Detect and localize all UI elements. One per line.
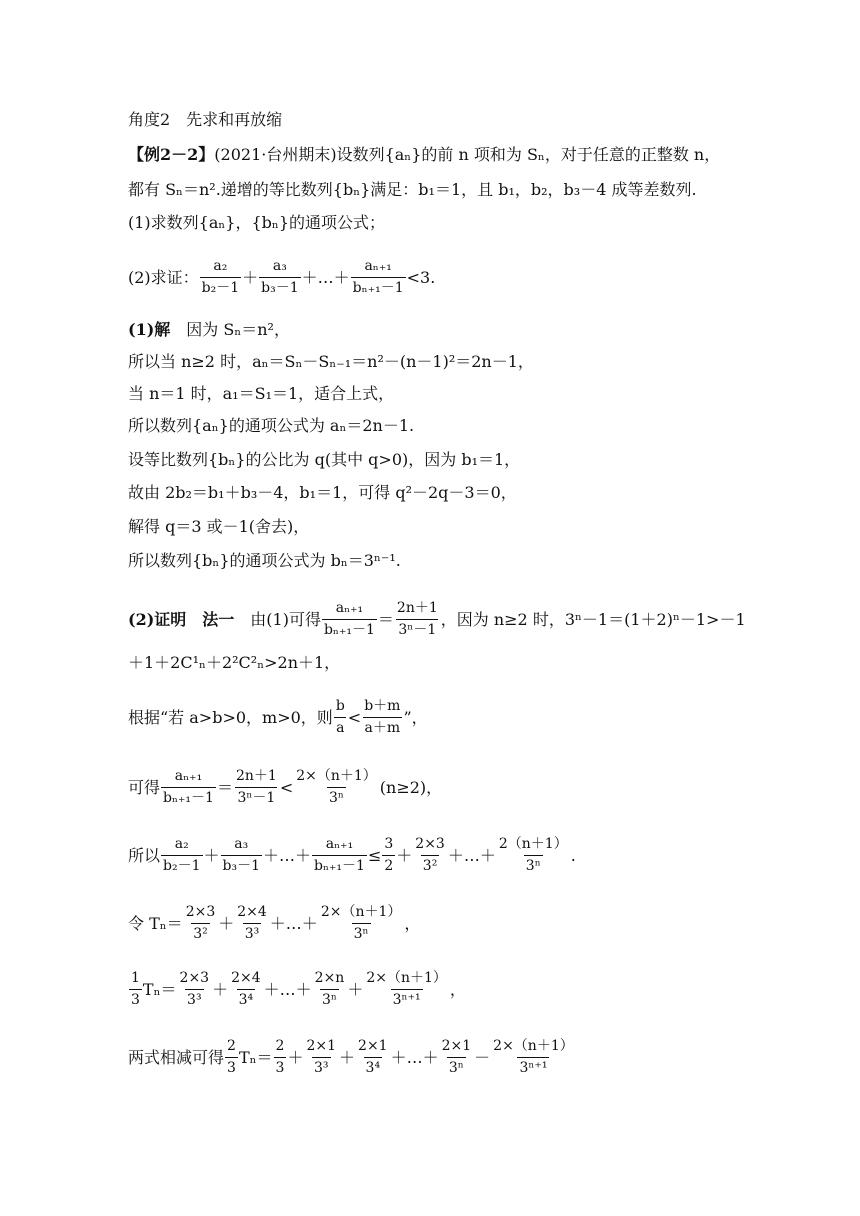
solution-text: Tₙ＝ — [142, 979, 177, 999]
operator: < — [279, 777, 294, 797]
solution1-line-3 — [128, 384, 394, 404]
fraction — [334, 698, 347, 737]
solution1-line-6 — [128, 483, 517, 503]
denominator: b₂－1 — [161, 855, 202, 875]
fraction — [294, 768, 379, 807]
part1-text: (1)求数列{aₙ}，{bₙ}的通项公式； — [128, 213, 386, 232]
solution-text: ，因为 n≥2 时，3ⁿ－1＝(1＋2)ⁿ－1>－1 — [440, 609, 746, 629]
fraction — [161, 836, 202, 875]
denominator: 3ⁿ⁺¹ — [517, 1057, 549, 1077]
solution-text: ， — [449, 979, 466, 999]
denominator: 3² — [191, 923, 210, 943]
numerator: 2×4 — [237, 904, 267, 920]
solution1-line-1 — [128, 320, 290, 340]
operator: < — [347, 707, 362, 727]
problem-part-1 — [128, 213, 385, 233]
fraction — [491, 1038, 576, 1077]
fraction — [234, 768, 279, 807]
fraction — [129, 970, 142, 1009]
numerator: 2×（n＋1） — [320, 904, 402, 920]
solution1-line-2 — [128, 352, 534, 372]
numerator: 2n＋1 — [235, 768, 277, 784]
solution-text: 所以当 n≥2 时，aₙ＝Sₙ－Sₙ₋₁＝n²－(n－1)²＝2n－1， — [128, 352, 534, 371]
denominator: 3² — [421, 855, 440, 875]
operator: ＋ — [287, 1047, 304, 1067]
problem-text-2: 都有 Sₙ＝n².递增的等比数列{bₙ}满足：b₁＝1，且 b₁，b₂，b₃－4 成等差数列. — [128, 180, 697, 199]
numerator: a₃ — [234, 836, 249, 852]
fraction — [382, 836, 395, 875]
solution-text: ， — [404, 913, 421, 933]
denominator: 3ⁿ — [352, 923, 371, 943]
operator: ＋…＋ — [269, 913, 318, 933]
denominator: 3³ — [312, 1057, 331, 1077]
numerator: a₂ — [174, 836, 189, 852]
part2-suffix: <3. — [406, 267, 436, 287]
numerator: aₙ₊₁ — [325, 836, 354, 852]
fraction — [225, 1038, 238, 1077]
solution-text: 所以数列{bₙ}的通项公式为 bₙ＝3ⁿ⁻¹. — [128, 551, 401, 570]
denominator: bₙ₊₁－1 — [351, 277, 406, 297]
solution-text: 解得 q＝3 或－1(舍去)， — [128, 517, 310, 536]
solution-text: . — [570, 845, 576, 865]
solution-text: 可得 — [128, 777, 161, 797]
denominator: 3ⁿ — [327, 787, 346, 807]
numerator: 2×n — [314, 970, 345, 986]
numerator: aₙ₊₁ — [174, 768, 203, 784]
problem-line-2 — [128, 180, 697, 200]
denominator: 3³ — [243, 923, 262, 943]
solution-text: 令 Tₙ＝ — [128, 913, 183, 933]
denominator: bₙ₊₁－1 — [322, 619, 377, 639]
problem-part-2 — [128, 258, 435, 297]
denominator: 3⁴ — [364, 1057, 383, 1077]
denominator: bₙ₊₁－1 — [312, 855, 367, 875]
solution-text: 所以 — [128, 845, 161, 865]
numerator: 2×（n＋1） — [366, 970, 447, 986]
denominator: a＋m — [363, 717, 403, 737]
denominator: 3 — [129, 989, 142, 1009]
solution-text: ＋1＋2C¹ₙ＋2²C²ₙ>2n＋1， — [128, 653, 341, 672]
operator: ＋ — [396, 845, 413, 865]
numerator: 2×4 — [231, 970, 261, 986]
operator: ＋ — [242, 267, 259, 287]
fraction — [221, 836, 262, 875]
denominator: b₂－1 — [200, 277, 241, 297]
solution2-line-3 — [128, 698, 428, 737]
numerator: a₃ — [272, 258, 287, 274]
numerator: 2×3 — [179, 970, 210, 986]
problem-text-1: (2021·台州期末)设数列{aₙ}的前 n 项和为 Sₙ，对于任意的正整数 n， — [214, 145, 721, 164]
numerator: b＋m — [364, 698, 401, 714]
numerator: 2×（n＋1） — [493, 1038, 574, 1054]
fraction — [274, 1038, 287, 1077]
operator: ≤ — [367, 845, 382, 865]
denominator: 3 — [274, 1057, 287, 1077]
fraction — [319, 904, 404, 943]
denominator: b₃－1 — [259, 277, 300, 297]
denominator: a — [334, 717, 346, 737]
fraction — [312, 836, 367, 875]
fraction — [235, 904, 269, 943]
operator: ＋…＋ — [301, 267, 350, 287]
solution1-line-8 — [128, 551, 401, 571]
denominator: bₙ₊₁－1 — [161, 787, 216, 807]
denominator: 3 — [225, 1057, 238, 1077]
denominator: 3ⁿ－1 — [396, 619, 438, 639]
fraction — [413, 836, 447, 875]
numerator: a₂ — [213, 258, 228, 274]
fraction — [259, 258, 300, 297]
operator: ＝ — [377, 609, 394, 629]
solution-text: 两式相减可得 — [128, 1047, 225, 1067]
operator: ＝ — [216, 777, 233, 797]
solution-text: 故由 2b₂＝b₁＋b₃－4，b₁＝1，可得 q²－2q－3＝0， — [128, 483, 517, 502]
fraction — [364, 970, 449, 1009]
fraction — [497, 836, 570, 875]
denominator: 3ⁿ — [320, 989, 339, 1009]
numerator: 2×1 — [306, 1038, 337, 1054]
numerator: 2×3 — [185, 904, 216, 920]
numerator: 2n＋1 — [396, 600, 438, 616]
fraction — [200, 258, 241, 297]
fraction — [229, 970, 263, 1009]
denominator: 3ⁿ — [524, 855, 543, 875]
numerator: 2×（n＋1） — [296, 768, 377, 784]
operator: ＋ — [347, 979, 364, 999]
operator: － — [474, 1047, 491, 1067]
solution-text: 当 n＝1 时，a₁＝S₁＝1，适合上式， — [128, 384, 395, 403]
operator: ＋ — [203, 845, 220, 865]
part2-prefix: (2)求证： — [128, 267, 199, 287]
solution2-line-7 — [128, 970, 466, 1009]
denominator: 3³ — [185, 989, 204, 1009]
fraction — [351, 258, 406, 297]
numerator: 2（n＋1） — [498, 836, 568, 852]
fraction — [395, 600, 440, 639]
solution2-line-2 — [128, 653, 340, 673]
operator: ＋ — [218, 913, 235, 933]
problem-line-1 — [128, 145, 720, 165]
solution2-line-5 — [128, 836, 576, 875]
operator: ＋…＋ — [263, 845, 312, 865]
numerator: 2 — [275, 1038, 285, 1054]
operator: ＋…＋ — [447, 845, 496, 865]
denominator: 3ⁿ－1 — [235, 787, 277, 807]
solution1-line-5 — [128, 450, 520, 470]
numerator: 2×3 — [415, 836, 445, 852]
solution1-label: (1)解 — [128, 320, 171, 339]
solution2-line-1 — [128, 600, 746, 639]
denominator: 3⁴ — [237, 989, 256, 1009]
fraction — [440, 1038, 474, 1077]
solution-text: 设等比数列{bₙ}的公比为 q(其中 q>0)，因为 b₁＝1， — [128, 450, 521, 469]
operator: ＋…＋ — [390, 1047, 439, 1067]
fraction — [322, 600, 377, 639]
numerator: 1 — [131, 970, 140, 986]
solution2-line-6 — [128, 904, 420, 943]
solution-text: 因为 Sₙ＝n²， — [170, 320, 290, 339]
solution-text: ”， — [403, 707, 428, 727]
operator: ＋ — [212, 979, 229, 999]
fraction — [313, 970, 347, 1009]
numerator: 2×1 — [441, 1038, 472, 1054]
numerator: 3 — [384, 836, 394, 852]
numerator: aₙ₊₁ — [335, 600, 364, 616]
denominator: 3ⁿ — [447, 1057, 466, 1077]
numerator: b — [335, 698, 345, 714]
fraction — [362, 698, 402, 737]
numerator: aₙ₊₁ — [364, 258, 392, 274]
solution-text: 所以数列{aₙ}的通项公式为 aₙ＝2n－1. — [128, 416, 415, 435]
heading-text: 角度2 先求和再放缩 — [128, 110, 283, 129]
operator: ＋ — [339, 1047, 356, 1067]
solution2-label: (2)证明 法一 — [128, 609, 235, 629]
numerator: 2 — [227, 1038, 236, 1054]
denominator: b₃－1 — [221, 855, 262, 875]
solution-text: 由(1)可得 — [234, 609, 321, 629]
operator: ＋…＋ — [263, 979, 312, 999]
denominator: 3ⁿ⁺¹ — [391, 989, 423, 1009]
solution-text: Tₙ＝ — [238, 1047, 273, 1067]
denominator: 2 — [382, 855, 395, 875]
fraction — [356, 1038, 390, 1077]
solution1-line-7 — [128, 517, 309, 537]
fraction — [161, 768, 216, 807]
solution2-line-8 — [128, 1038, 577, 1077]
solution-text: 根据“若 a>b>0，m>0，则 — [128, 707, 333, 727]
solution-text: (n≥2)， — [379, 777, 443, 797]
fraction — [178, 970, 212, 1009]
solution2-line-4 — [128, 768, 442, 807]
example-tag: 【例2－2】 — [128, 145, 215, 164]
fraction — [184, 904, 218, 943]
numerator: 2×1 — [358, 1038, 388, 1054]
solution1-line-4 — [128, 416, 414, 436]
section-heading — [128, 110, 282, 130]
fraction — [304, 1038, 338, 1077]
